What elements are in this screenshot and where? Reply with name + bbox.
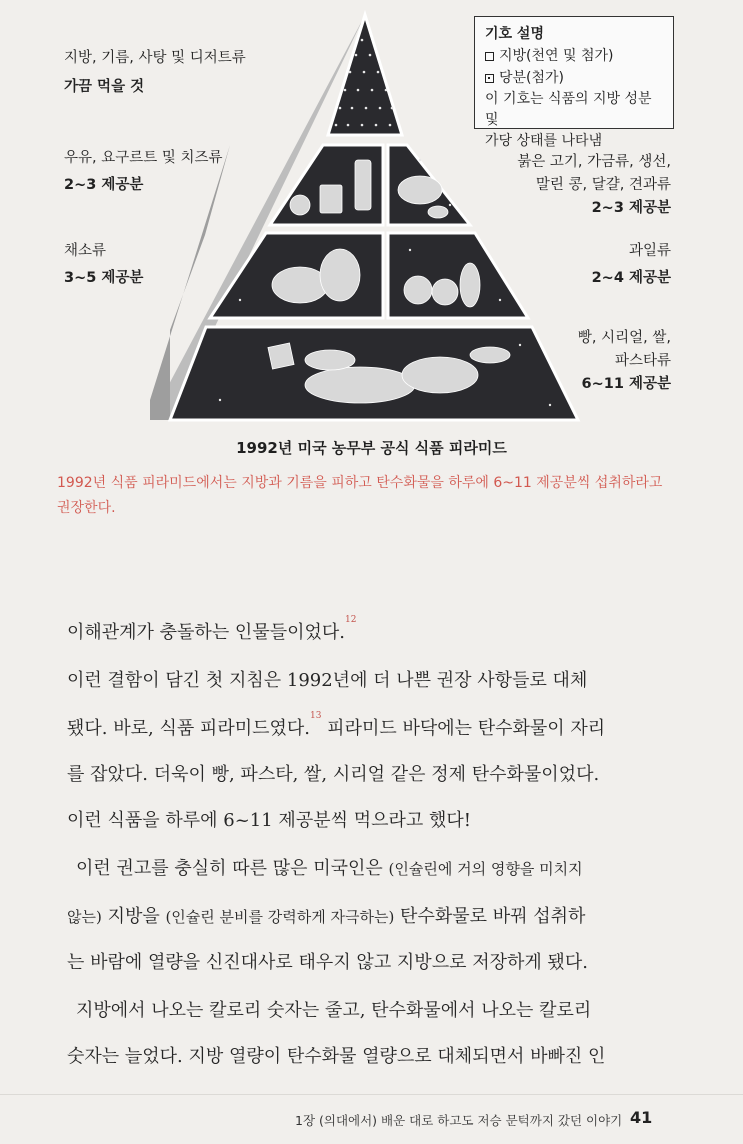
body-line-6a-text: 이런 권고를 충실히 따른 많은 미국인은 <box>76 858 389 879</box>
body-line-7d-text: 탄수화물로 바꿔 섭취하 <box>394 906 586 927</box>
legend-sugar-label: 당분(첨가) <box>499 70 565 86</box>
body-line-6 <box>76 854 676 880</box>
legend-desc-2: 가당 상태를 나타냄 <box>485 133 603 149</box>
footer-divider <box>0 1094 743 1095</box>
body-line-8-text: 는 바람에 열량을 신진대사로 태우지 않고 지방으로 저장하게 됐다. <box>67 952 588 973</box>
fat-symbol-icon <box>485 52 494 61</box>
tier-grain-serving: 6~11 제공분 <box>581 376 671 392</box>
figure-note-line1: 1992년 식품 피라미드에서는 지방과 기름을 피하고 탄수화물을 하루에 6~11 제공분씩 섭취하라고 <box>57 475 663 491</box>
running-footer: 1장 (의대에서) 배운 대로 하고도 저승 문턱까지 갔던 이야기 <box>295 1113 623 1128</box>
legend-title: 기호 설명 <box>485 26 544 42</box>
figure-note <box>57 471 697 521</box>
tier-protein-line2: 말린 콩, 달걀, 견과류 <box>535 177 671 193</box>
body-line-3b-text: 피라미드 바닥에는 탄수화물이 자리 <box>321 718 606 739</box>
tier-protein-label <box>517 151 671 220</box>
legend-sugar-row <box>485 67 663 89</box>
pyramid-tier-fruit <box>388 233 528 318</box>
tier-fruit-name: 과일류 <box>628 243 671 259</box>
tier-grain-line2: 파스타류 <box>614 353 671 369</box>
legend-fat-row <box>485 45 663 67</box>
body-line-6b-text: (인슐린에 거의 영향을 미치지 <box>388 860 583 878</box>
body-line-2-text: 이런 결함이 담긴 첫 지침은 1992년에 더 나쁜 권장 사항들로 대체 <box>67 670 588 691</box>
tier-vegetable-name: 채소류 <box>64 243 107 259</box>
body-line-9 <box>76 996 676 1022</box>
body-line-9-text: 지방에서 나오는 칼로리 숫자는 줄고, 탄수화물에서 나오는 칼로리 <box>76 1000 592 1021</box>
tier-grain-label <box>578 327 671 396</box>
figure-note-line2: 권장한다. <box>57 500 116 516</box>
pyramid-tier-top <box>328 15 402 135</box>
body-line-1 <box>67 615 667 644</box>
body-line-7a-text: 않는) <box>67 908 102 926</box>
legend-desc-1: 이 기호는 식품의 지방 성분 및 <box>485 91 652 128</box>
tier-dairy-serving: 2~3 제공분 <box>64 177 144 193</box>
tier-top-label <box>64 47 246 99</box>
tier-top-name: 지방, 기름, 사탕 및 디저트류 <box>64 50 246 66</box>
tier-protein-line1: 붉은 고기, 가금류, 생선, <box>517 154 671 170</box>
tier-dairy-name: 우유, 요구르트 및 치즈류 <box>64 150 223 166</box>
sugar-symbol-icon <box>485 74 494 83</box>
footnote-ref-13[interactable]: 13 <box>310 711 322 721</box>
body-line-3 <box>67 711 667 740</box>
footnote-ref-12[interactable]: 12 <box>344 615 357 625</box>
body-line-3a-text: 됐다. 바로, 식품 피라미드였다. <box>67 718 310 739</box>
body-line-1-text: 이해관계가 충돌하는 인물들이었다. <box>67 622 345 643</box>
pyramid-legend <box>474 16 674 149</box>
tier-grain-line1: 빵, 시리얼, 쌀, <box>577 330 671 346</box>
tier-vegetable-serving: 3~5 제공분 <box>64 270 144 286</box>
figure-caption: 1992년 미국 농무부 공식 식품 피라미드 <box>236 439 507 457</box>
tier-fruit-serving: 2~4 제공분 <box>591 270 671 286</box>
legend-fat-label: 지방(천연 및 첨가) <box>499 48 614 64</box>
body-line-5-text: 이런 식품을 하루에 6~11 제공분씩 먹으라고 했다! <box>67 810 471 831</box>
tier-dairy-label <box>64 147 223 197</box>
body-line-2 <box>67 666 667 692</box>
body-line-7c-text: (인슐린 분비를 강력하게 자극하는) <box>165 908 395 926</box>
body-line-5 <box>67 806 667 832</box>
body-line-7 <box>67 902 667 928</box>
body-line-8 <box>67 948 667 974</box>
tier-protein-serving: 2~3 제공분 <box>591 200 671 216</box>
body-line-10-text: 숫자는 늘었다. 지방 열량이 탄수화물 열량으로 대체되면서 바빠진 인 <box>67 1046 606 1067</box>
page-number: 41 <box>630 1108 653 1127</box>
body-line-10 <box>67 1042 667 1068</box>
tier-fruit-label <box>592 240 671 290</box>
body-line-7b-text: 지방을 <box>101 906 166 927</box>
tier-vegetable-label <box>64 240 143 290</box>
tier-top-serving: 가끔 먹을 것 <box>64 79 145 95</box>
body-line-4-text: 를 잡았다. 더욱이 빵, 파스타, 쌀, 시리얼 같은 정제 탄수화물이었다. <box>67 764 600 785</box>
body-line-4 <box>67 760 667 786</box>
